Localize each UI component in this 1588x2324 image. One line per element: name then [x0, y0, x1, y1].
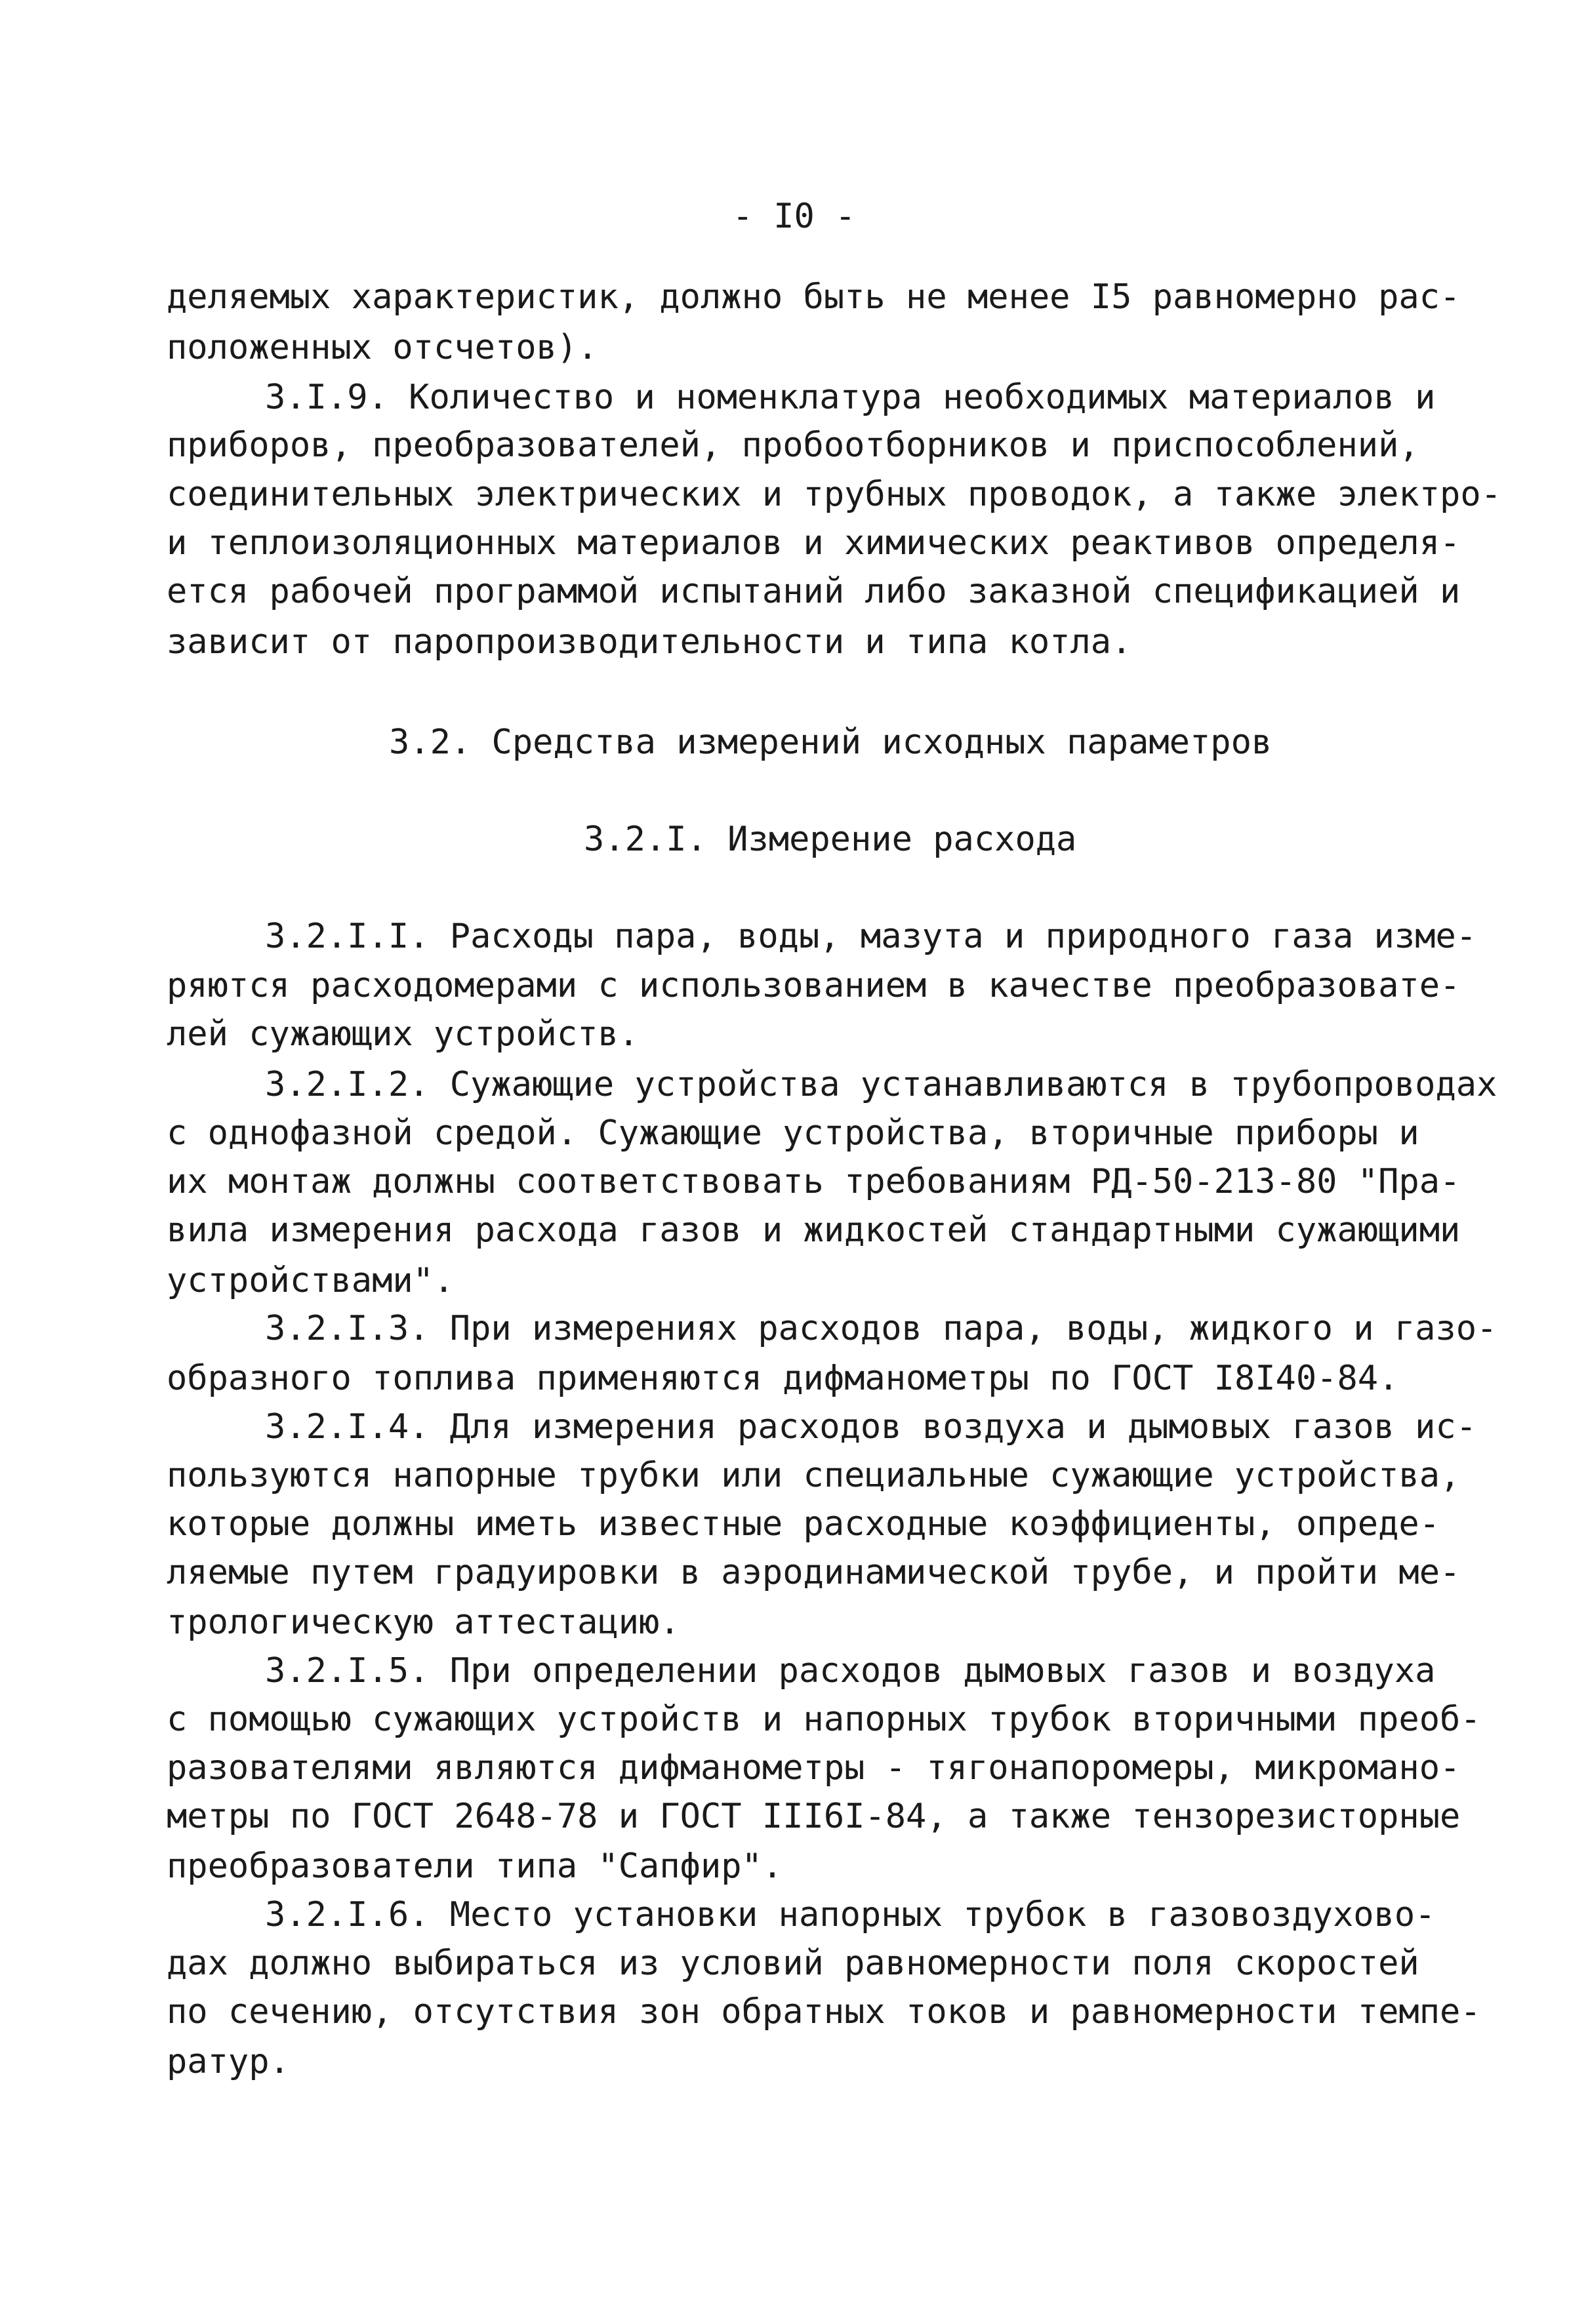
text-line: зависит от паропроизводительности и типа котла. [167, 622, 1132, 662]
text-line: положенных отсчетов). [167, 328, 598, 367]
text-line: 3.2.I.5. При определении расходов дымовых газов и воздуха [265, 1651, 1436, 1691]
text-line: с помощью сужающих устройств и напорных трубок вторичными преоб- [167, 1700, 1481, 1739]
text-line: преобразователи типа "Сапфир". [167, 1847, 783, 1886]
text-line: 3.2.I.3. При измерениях расходов пара, воды, жидкого и газо- [265, 1309, 1497, 1348]
text-line: ратур. [167, 2042, 290, 2081]
text-line: 3.2.I.6. Место установки напорных трубок в газовоздухово- [265, 1895, 1436, 1934]
text-line: с однофазной средой. Сужающие устройства, вторичные приборы и [167, 1113, 1419, 1153]
text-line: приборов, преобразователей, пробоотборников и приспособлений, [167, 426, 1419, 465]
text-line: вила измерения расхода газов и жидкостей стандартными сужающими [167, 1211, 1461, 1250]
text-line: их монтаж должны соответствовать требованиям РД-50-213-80 "Пра- [167, 1162, 1461, 1201]
text-line: разователями являются дифманометры - тягонапоромеры, микромано- [167, 1748, 1461, 1788]
text-line: образного топлива применяются дифманометры по ГОСТ I8I40-84. [167, 1359, 1399, 1398]
text-line: и теплоизоляционных материалов и химических реактивов определя- [167, 523, 1461, 563]
text-line: пользуются напорные трубки или специальные сужающие устройства, [167, 1456, 1461, 1495]
text-line: 3.2.I.I. Расходы пара, воды, мазута и природного газа изме- [265, 917, 1477, 956]
text-line: ется рабочей программой испытаний либо заказной спецификацией и [167, 572, 1461, 611]
text-line: устройствами". [167, 1261, 455, 1300]
page-number: - I0 - [732, 197, 856, 236]
text-line: деляемых характеристик, должно быть не менее I5 равномерно рас- [167, 277, 1461, 317]
subsection-heading: 3.2.I. Измерение расхода [584, 820, 1077, 859]
text-line: соединительных электрических и трубных проводок, а также электро- [167, 475, 1501, 514]
text-line: лей сужающих устройств. [167, 1014, 640, 1054]
text-line: ляемые путем градуировки в аэродинамической трубе, и пройти ме- [167, 1553, 1461, 1592]
text-line: дах должно выбираться из условий равномерности поля скоростей [167, 1944, 1419, 1983]
section-heading: 3.2. Средства измерений исходных параметров [389, 723, 1272, 762]
text-line: ряются расходомерами с использованием в качестве преобразовате- [167, 966, 1461, 1005]
text-line: по сечению, отсутствия зон обратных токов и равномерности темпе- [167, 1992, 1481, 2032]
text-line: 3.I.9. Количество и номенклатура необходимых материалов и [265, 378, 1436, 417]
text-line: метры по ГОСТ 2648-78 и ГОСТ III6I-84, а также тензорезисторные [167, 1797, 1461, 1836]
text-line: трологическую аттестацию. [167, 1603, 680, 1642]
text-line: 3.2.I.4. Для измерения расходов воздуха и дымовых газов ис- [265, 1407, 1477, 1447]
text-line: которые должны иметь известные расходные коэффициенты, опреде- [167, 1504, 1440, 1544]
text-line: 3.2.I.2. Сужающие устройства устанавливаются в трубопроводах [265, 1065, 1497, 1104]
